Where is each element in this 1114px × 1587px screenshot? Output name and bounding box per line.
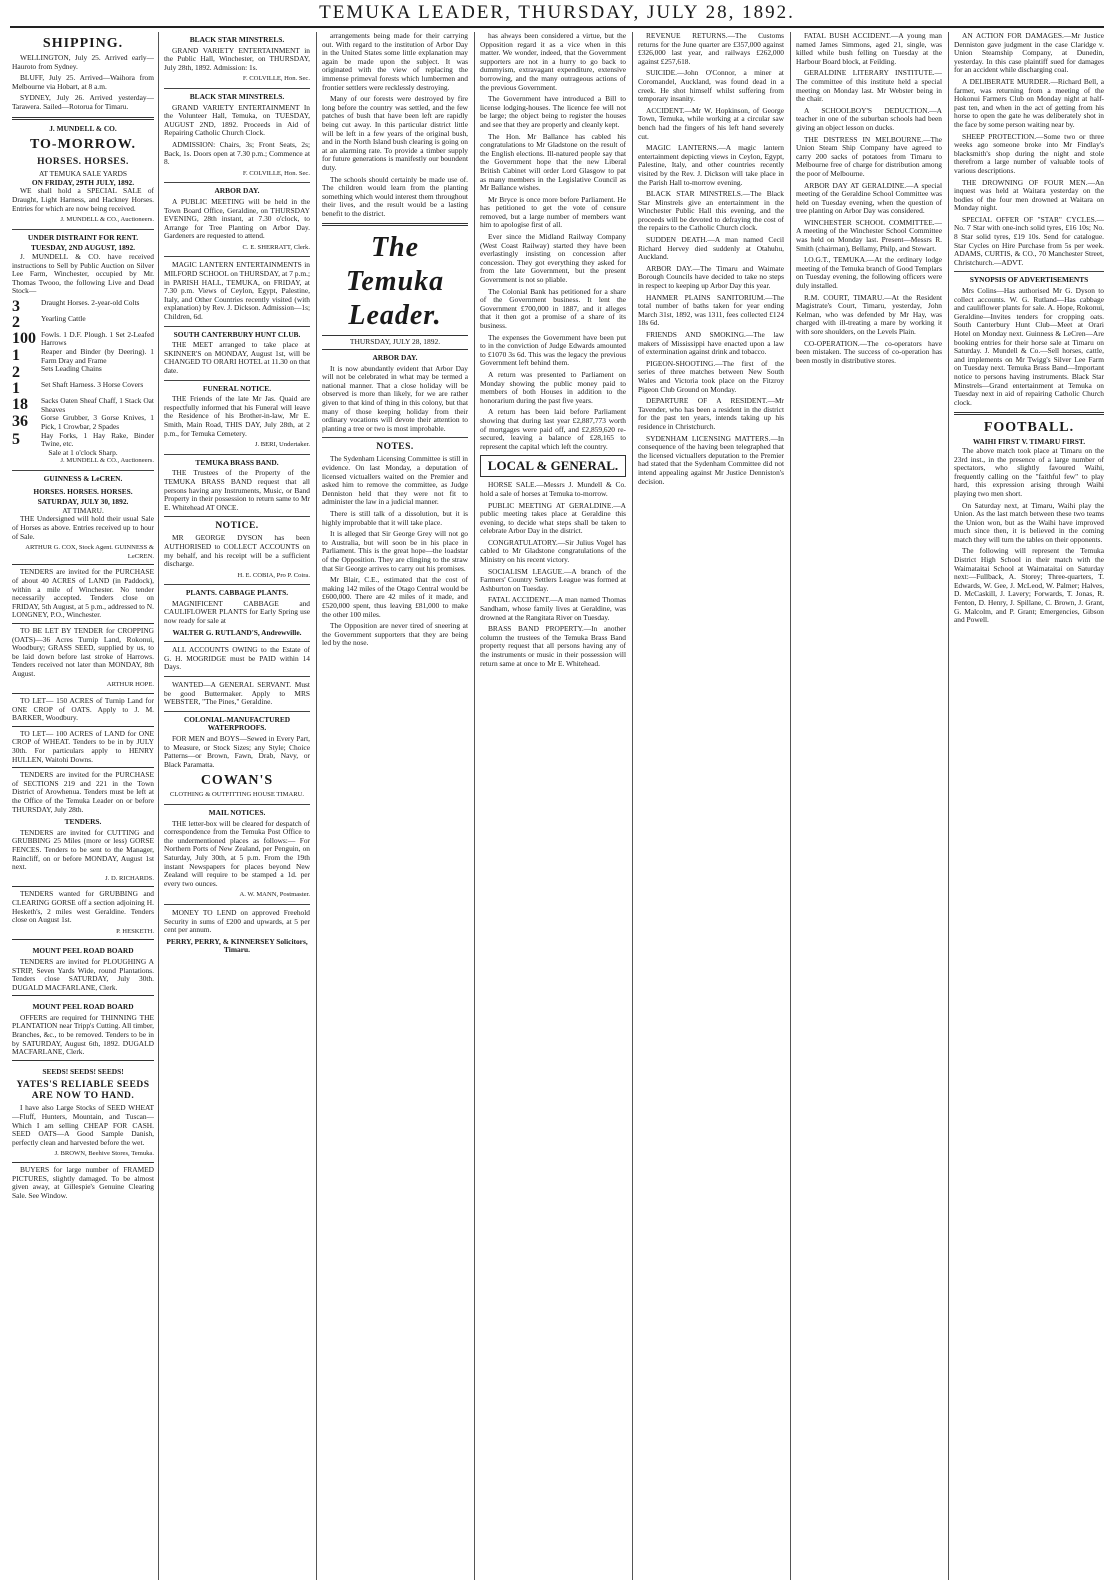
local-paragraph: DEPARTURE OF A RESIDENT.—Mr Tavender, who has been a resident in the district for the past ten years, intends taking up his residence in Christchurch. xyxy=(638,396,784,431)
shipping-item: WELLINGTON, July 25. Arrived early—Hauroto from Sydney. xyxy=(12,53,154,71)
guinness-heading: GUINNESS & LeCREN. xyxy=(43,474,123,483)
notice-signature: H. E. COBIA, Pro P. Coira. xyxy=(237,571,310,579)
football-heading: FOOTBALL. xyxy=(983,420,1075,436)
divider xyxy=(954,271,1104,272)
distraint-text: J. MUNDELL & CO. have received instructions to Sell by Public Auction on Silver Lee Farm, Winchester, occupied by Mr. Thomas Twooo, the following Live and Dead Stock— xyxy=(12,251,154,296)
divider xyxy=(164,380,310,381)
shipping-heading: SHIPPING. xyxy=(42,36,124,51)
divider xyxy=(164,88,310,89)
mail-text: THE letter-box will be cleared for despatch of correspondence from the Temuka Post Office to the undermentioned places as follows:— For Northern Ports of New Zealand, per Penguin, on Saturday, July 30th, at 5 p.m. From the 19th instant Newspapers for places beyond New Zealand will require to be stamped a 1d. per every two ounces. xyxy=(164,818,310,888)
article-paragraph: A return was presented to Parliament on Monday showing the public money paid to members of both Houses in addition to the honorarium during the past five years. xyxy=(480,369,626,405)
wanted-ad: WANTED—A GENERAL SERVANT. Must be good Buttermaker. Apply to MRS WEBSTER, "The Pines," Geraldine. xyxy=(164,680,310,707)
local-paragraph: ARBOR DAY.—The Timaru and Waimate Borough Councils have decided to take no steps in respect to keeping up Arbor Day this year. xyxy=(638,263,784,291)
funeral-heading: FUNERAL NOTICE. xyxy=(202,383,272,393)
funeral-signature: J. BERI, Undertaker. xyxy=(254,441,310,449)
mail-heading: MAIL NOTICES. xyxy=(208,807,266,817)
divider xyxy=(164,711,310,712)
road-board-ad: MOUNT PEEL ROAD BOARD TENDERS are invited for PLOUGHING A STRIP, Seven Yards Wide, round Plantations. Tenders close SATURDAY, July 30th. DUGALD MACFARLANE, Clerk. xyxy=(12,939,154,992)
cowan-logo: COWAN'S xyxy=(200,773,274,789)
local-paragraph: AN ACTION FOR DAMAGES.—Mr Justice Denniston gave judgment in the case Claridge v. Union Steamship Company, at Dunedin, yesterday. In this case plaintiff sued for damages for an accident while discharging coal. xyxy=(954,32,1104,75)
notes-paragraph: There is still talk of a dissolution, but it is highly improbable that it will take place. xyxy=(322,508,468,527)
article-paragraph: The expenses the Government have been put to in the conviction of Judge Edwards amounted to £1070 3s 6d. This was the legacy the previous Government left behind them. xyxy=(480,332,626,368)
lot-item: 1 Set Shaft Harness. 3 Horse Covers xyxy=(12,380,144,398)
column-7 xyxy=(954,32,1104,1580)
magic-lantern-ad: MAGIC LANTERN ENTERTAINMENTS in MILFORD SCHOOL on THURSDAY, at 7 p.m.; in PARISH HALL, TEMUKA, on FRIDAY, at 7.30 p.m. Views of Ceylon, Egypt, Palestine, Italy, and Other Countries recently visited (with explanation) by Rev. J. Dickson. Admission—1s; Children, 6d. xyxy=(164,260,310,322)
distraint-heading: UNDER DISTRAINT FOR RENT. xyxy=(27,232,139,242)
cowan-subtitle: CLOTHING & OUTFITTING HOUSE TIMARU. xyxy=(169,791,305,799)
local-paragraph: SUICIDE.—John O'Connor, a miner at Coromandel, Auckland, was found dead in a creek. He shot himself whilst suffering from temporary insanity. xyxy=(638,68,784,104)
divider xyxy=(164,516,310,517)
lot-item: 1 Reaper and Binder (by Deering). 1 Farm Dray and Frame xyxy=(12,347,154,365)
article-paragraph: The schools should certainly be made use of. The children would learn from the planting something which would interest them throughout their lives, and the result would be a lasting benefit to the district. xyxy=(322,174,468,218)
auctioneer-signature: ARTHUR G. COX, Stock Agent. GUINNESS & LeCREN. xyxy=(25,544,154,560)
shipping-item: SYDNEY, July 26. Arrived yesterday—Tarawera. Sailed—Rotorua for Timaru. xyxy=(12,93,154,111)
minstrels-admission: ADMISSION: Chairs, 3s; Front Seats, 2s; Back, 1s. Doors open at 7.30 p.m.; Commence at 8. xyxy=(164,139,310,167)
divider xyxy=(164,676,310,677)
column-4 xyxy=(480,32,626,1580)
local-paragraph: SUDDEN DEATH.—A man named Cecil Richard Hervey died suddenly at Otahuhu, Auckland. xyxy=(638,235,784,262)
local-paragraph: THE DISTRESS IN MELBOURNE.—The Union Steam Ship Company have agreed to carry 200 sacks of potatoes from Timaru to Melbourne free of charge for distribution among the poor of Melbourne. xyxy=(796,134,942,178)
to-let-ad: TO LET— 150 ACRES of Turnip Land for ONE CROP of OATS. Apply to J. M. BARKER, Woodbury. xyxy=(12,693,154,723)
masthead: TEMUKA LEADER, THURSDAY, JULY 28, 1892. xyxy=(319,2,795,23)
divider xyxy=(322,223,468,226)
money-signature: PERRY, PERRY, & KINNERSEY Solicitors, Timaru. xyxy=(166,936,308,955)
football-paragraph: The above match took place at Timaru on the 23rd inst., in the presence of a large number of spectators, who slightly favoured Waihi, frequently calling on the "faithful few" to play hard, this expression arising through Waihi playing two men short. xyxy=(954,445,1104,498)
local-paragraph: CONGRATULATORY.—Sir Julius Vogel has cabled to Mr Gladstone congratulations of the Ministry on his recent victory. xyxy=(480,537,626,565)
hunt-heading: SOUTH CANTERBURY HUNT CLUB. xyxy=(173,329,301,339)
auctioneer-signature: J. MUNDELL & CO., Auctioneers. xyxy=(60,216,154,224)
local-paragraph: A DELIBERATE MURDER.—Richard Bell, a farmer, was returning from a meeting of the Hokonui Farmers Club on Monday night at half-past ten, and when in the act of getting from his horse to open the gate he was deliberately shot in the face by some person waiting near by. xyxy=(954,76,1104,129)
waterproofs-text: FOR MEN and BOYS—Sewed in Every Part, to Measure, or Stock Sizes; any Style; Choice Patterns—or Brown, Fawn, Drab, Navy, or Black Paramatta. xyxy=(164,734,310,769)
article-paragraph: The Government have introduced a Bill to license lodging-houses. The licence fee will not be large; the object being to register the houses and see that they are properly and cleanly kept. xyxy=(480,94,626,129)
local-paragraph: HANMER PLAINS SANITORIUM.—The total number of baths taken for year ending March 31st, 1892, was 1311, fees collected £124 18s 6d. xyxy=(638,292,784,328)
minstrels-heading: BLACK STAR MINSTRELS. xyxy=(189,35,285,44)
local-paragraph: PIGEON-SHOOTING.—The first of the series of three matches between New South Wales and Victoria took place on the Fitzroy Pigeon Club Ground on Monday. xyxy=(638,358,784,394)
band-text: THE Trustees of the Property of the TEMUKA BRASS BAND request that all persons having any Instruments, Music, or Band Property in their possession to return same to Mr E. Whitehead AT ONCE. xyxy=(164,468,310,512)
cycles-ad: SPECIAL OFFER OF "STAR" CYCLES.—No. 7 Star with one-inch solid tyres, £16 10s; No. 8 Star solid tyres, £19 10s. Send for catalogue. Star Cycles on Hire Purchase from 5s per week. ADAMS, CURTIS, & CO., 70 Manchester Street, Christchurch.—ADVT. xyxy=(954,214,1104,267)
tender-ad: TO BE LET BY TENDER for CROPPING (OATS)—36 Acres Turnip Land, Rokonui, Woodbury; GRASS SEED, supplied by us, to be laid down before last stroke of Harrows. Tenders received not later than MONDAY, 8th August. ARTHUR HOPE. xyxy=(12,623,154,690)
tender-ad: TENDERS wanted for GRUBBING and CLEARING GORSE off a section adjoining H. Hesketh's, 2 miles west Geraldine. Tenders close on August 1st. P. HESKETH. xyxy=(12,886,154,936)
to-let-ad: TO LET— 100 ACRES of LAND for ONE CROP of WHEAT. Tenders to be in by JULY 30th. For particulars apply to HENRY HULLEN, Waitohi Downs. xyxy=(12,726,154,764)
synopsis-heading: SYNOPSIS OF ADVERTISEMENTS xyxy=(969,275,1089,285)
shipping-item: BLUFF, July 25. Arrived—Waihora from Melbourne via Hobart, at 8 a.m. xyxy=(12,73,154,91)
horses-heading: HORSES. HORSES. xyxy=(37,157,129,168)
sale-date: SATURDAY, JULY 30, 1892. xyxy=(37,497,129,507)
notes-heading: NOTES. xyxy=(376,442,414,453)
plants-heading: PLANTS. CABBAGE PLANTS. xyxy=(185,588,289,598)
football-subheading: WAIHI FIRST V. TIMARU FIRST. xyxy=(972,437,1086,447)
notes-paragraph: The Opposition are never tired of sneering at the Government supporters that they are being led by the nose. xyxy=(322,621,468,648)
minstrels-text: GRAND VARIETY ENTERTAINMENT in the Public Hall, Winchester, on THURSDAY, July 28th, 1892. Admission: 1s. xyxy=(164,45,310,72)
synopsis-text: Mrs Colins—Has authorised Mr G. Dyson to collect accounts. W. G. Rutland—Has cabbage and cauliflower plants for sale. A. Hope, Rokonui, Geraldine—Invites tenders for cropping oats. South Canterbury Hunt Club—Meet at Orari Hotel on Monday next. Guinness & LeCren—Are booking entries for their horse sale at Timaru on Saturday. J. Mundell & Co.—Sell horses, cattle, and implements on Mr Twigg's Silver Lee Farm on Tuesday next. Temuka Brass Band—Important notice to persons having instruments. Black Star Minstrels—Grand entertainment at Temuka on Tuesday next in aid of repairing Catholic Church clock. xyxy=(954,286,1104,407)
minstrels-text: GRAND VARIETY ENTERTAINMENT In the Volunteer Hall, Temuka, on TUESDAY, AUGUST 2ND, 1892. Proceeds in Aid of Repairing Catholic Church Clock. xyxy=(164,102,310,138)
arbor-heading: ARBOR DAY. xyxy=(214,186,260,196)
local-paragraph: THE DROWNING OF FOUR MEN.—An inquest was held at Waitara yesterday on the bodies of the four men drowned at Waitara on Monday night. xyxy=(954,177,1104,213)
accounts-notice: ALL ACCOUNTS OWING to the Estate of G. H. MOGRIDGE must be PAID within 14 Days. xyxy=(164,645,310,672)
funeral-text: THE Friends of the late Mr Jas. Quaid are respectfully informed that his Funeral will leave the Residence of his Brother-in-law, Mr E. Smith, Main Road, THIS DAY, July 28th, at 2 p.m., for Temuka Cemetery. xyxy=(164,394,310,438)
divider xyxy=(164,182,310,183)
column-3 xyxy=(322,32,468,1580)
tender-signature: J. D. RICHARDS. xyxy=(105,874,154,882)
local-paragraph: FATAL ACCIDENT.—A man named Thomas Sandham, whose family lives at Geraldine, was drowned at the Rangitata River on Tuesday. xyxy=(480,595,626,622)
column-2 xyxy=(164,32,310,1580)
article-paragraph: Mr Bryce is once more before Parliament. He has petitioned to get the vote of censure removed, but a large number of members want him to apologise first of all. xyxy=(480,194,626,230)
lot-item: 36 Gorse Grubber, 3 Gorse Knives, 1 Pick, 1 Crowbar, 2 Spades xyxy=(12,413,154,432)
local-paragraph: CO-OPERATION.—The co-operators have been mistaken. The success of co-operation has been mostly in distributive stores. xyxy=(796,338,942,365)
article-paragraph: arrangements being made for their carrying out. With regard to the institution of Arbor Day in the United States some little explanation may again be made upon the subject. It was originated with the view of replacing the immense primeval forests which lumbermen and frontier settlers were recklessly destroying. xyxy=(322,32,468,92)
lot-item: 5 Hay Forks, 1 Hay Rake, Binder Twine, etc. xyxy=(12,430,154,449)
minstrels-heading: BLACK STAR MINSTRELS. xyxy=(189,91,285,101)
column-rule xyxy=(632,32,633,1580)
local-paragraph: ACCIDENT.—Mr W. Hopkinson, of George Town, Temuka, while working at a circular saw bench had the fingers of his left hand severely cut. xyxy=(638,105,784,141)
local-general-heading: LOCAL & GENERAL. xyxy=(480,455,626,477)
editorial-heading: ARBOR DAY. xyxy=(372,353,418,363)
column-rule xyxy=(158,32,159,1580)
local-paragraph: R.M. COURT, TIMARU.—At the Resident Magistrate's Court, Timaru, yesterday, John Kelman, who was defended by Mr Hay, was charged with ill-treating a mare by working it with sore shoulders, on the Levels Plain. xyxy=(796,292,942,336)
pictures-ad: BUYERS for large number of FRAMED PICTURES, slightly damaged. To be almost given away, at Gillespie's Genuine Clearing Sale. See Window. xyxy=(12,1162,154,1200)
article-paragraph: The Hon. Mr Ballance has cabled his congratulations to Mr Gladstone on the result of the English elections. Ill-natured people say that the Government hope that the new Liberal British Cabinet will order Lord Glasgow to pat as many members in the Legislative Council as Mr Ballance wishes. xyxy=(480,131,626,193)
notice-heading: NOTICE. xyxy=(215,521,259,532)
dateline: THURSDAY, JULY 28, 1892. xyxy=(322,335,468,350)
local-paragraph: ARBOR DAY AT GERALDINE.—A special meeting of the Geraldine School Committee was held on Tuesday evening, when the question of tree planting on Arbor Day was considered. xyxy=(796,180,942,216)
local-paragraph: SHEEP PROTECTION.—Some two or three weeks ago someone broke into Mr Findlay's blacksmith's shop during the night and stole therefrom a large number of valuable tools of various descriptions. xyxy=(954,131,1104,175)
divider xyxy=(954,412,1104,415)
divider xyxy=(164,641,310,642)
divider xyxy=(164,904,310,905)
divider xyxy=(12,117,154,120)
masthead-rule xyxy=(10,26,1104,28)
lot-item: 2 Yearling Cattle xyxy=(12,313,86,331)
auctioneer-signature: J. MUNDELL & CO., Auctioneers. xyxy=(60,457,154,465)
newspaper-title: The Temuka Leader. xyxy=(345,232,445,332)
tender-text: TENDERS are invited for CUTTING and GRUBBING 25 Miles (more or less) GORSE FENCES. Tenders to be sent to the Manager, Raincliff, on or before MONDAY, August 1st next. xyxy=(12,827,154,872)
arbor-text: A PUBLIC MEETING will be held in the Town Board Office, Geraldine, on THURSDAY EVENING, 28th instant, at 7.30 o'clock, to Arrange for Tree Planting on Arbor Day. Gardeners are requested to attend. xyxy=(164,196,310,241)
football-paragraph: The following will represent the Temuka District High School in their match with the Waimataitai School at Waimataitai on Saturday next:—Fullback, A. Storey; Three-quarters, T. Edwards, W. Gee, J. McLeod, W. Palmer; Halves, D. McCaskill, J. Lavery; Forwards, T. Jonas, R. Fenton, D. Henry, J. Spillane, C. Brown, J. Grant, G. Malcolm, and P. Grant; Emergencies, Gibson and Powell. xyxy=(954,546,1104,625)
tender-ad: TENDERS are invited for the PURCHASE of SECTIONS 219 and 221 in the Town District of Arowhenua. Tenders must be left at the Office of the Temuka Leader on or before THURSDAY, July 28th. xyxy=(12,767,154,814)
sale-text: WE shall hold a SPECIAL SALE of Draught, Light Harness, and Hackney Horses. Entries for which are now being received. xyxy=(12,186,154,213)
column-rule xyxy=(790,32,791,1580)
article-paragraph: A return has been laid before Parliament showing that during last year £2,887,773 worth of mortgages were paid off, and £2,859,620 re-secured, leaving a balance of £28,165 to represent the capital which left the country. xyxy=(480,407,626,451)
tomorrow-heading: TO-MORROW. xyxy=(29,137,137,153)
column-6 xyxy=(796,32,942,1580)
waterproofs-heading: COLONIAL-MANUFACTURED WATERPROOFS. xyxy=(183,714,291,733)
local-paragraph: BLACK STAR MINSTRELS.—The Black Star Minstrels give an entertainment in the Winchester Public Hall this evening, and the proceeds will be devoted to defraying the cost of the repairs to the Catholic Church clock. xyxy=(638,189,784,233)
arbor-signature: C. E. SHERRATT, Clerk. xyxy=(242,243,310,251)
horses-heading: HORSES. HORSES. HORSES. xyxy=(33,486,133,496)
minstrels-signature: F. COLVILLE, Hon. Sec. xyxy=(242,169,310,177)
notes-paragraph: It is alleged that Sir George Grey will not go to Australia, but will soon be in his place in Parliament. This is the great hope—the loadstar of the Opposition. They are clinging to the straw that Sir George arrives to carry out his promises. xyxy=(322,529,468,573)
sale-date: ON FRIDAY, 29TH JULY, 1892. xyxy=(31,177,135,187)
sale-text: THE Undersigned will hold their usual Sale of Horses as above. Entries received up to hour of Sale. xyxy=(12,514,154,541)
local-paragraph: A SCHOOLBOY'S DEDUCTION.—A teacher in one of the suburban schools had been giving an object lesson on ducks. xyxy=(796,105,942,132)
sale-time: Sale at 1 o'clock Sharp. xyxy=(48,447,118,457)
divider xyxy=(164,454,310,455)
local-paragraph: SYDENHAM LICENSING MATTERS.—In consequence of the having been telegraphed that the licensed victuallers deputation to the Premier had stated that the Sydenham Committee did not intend appealing against Mr Justice Denniston's decision. xyxy=(638,433,784,486)
local-paragraph: REVENUE RETURNS.—The Customs returns for the June quarter are £357,000 against £326,000 last year, and railways £262,000 against £257,618. xyxy=(638,32,784,66)
local-paragraph: HORSE SALE.—Messrs J. Mundell & Co. hold a sale of horses at Temuka to-morrow. xyxy=(480,480,626,498)
divider xyxy=(164,256,310,257)
local-paragraph: MAGIC LANTERNS.—A magic lantern entertainment depicting views in Ceylon, Egypt, Palestine, Italy, and other countries recently visited by the Rev. J. Dickson will take place in the Parish Hall to-morrow evening. xyxy=(638,143,784,187)
column-5 xyxy=(638,32,784,1580)
local-paragraph: WINCHESTER SCHOOL COMMITTEE.—A meeting of the Winchester School Committee was held on Monday last. Present—Messrs R. Smith (chairman), Bellamy, Philp, and Stewart. xyxy=(796,217,942,253)
local-paragraph: I.O.G.T., TEMUKA.—At the ordinary lodge meeting of the Temuka branch of Good Templars on Tuesday evening, the following officers were duly installed. xyxy=(796,255,942,291)
notes-paragraph: The Sydenham Licensing Committee is still in evidence. On last Monday, a deputation of licensed victuallers waited on the Premier and asked him to remove the committee, as Judge Denniston held that they were not fit to administer the law in a judicial manner. xyxy=(322,454,468,507)
local-paragraph: FATAL BUSH ACCIDENT.—A young man named James Simmons, aged 21, single, was killed while bush felling on Tuesday at the Harbour Board block, at Feilding. xyxy=(796,32,942,66)
divider xyxy=(12,470,154,471)
divider xyxy=(164,326,310,327)
article-paragraph: Ever since the Midland Railway Company (West Coast Railway) started they have been everlastingly insisting on concession after concession. They got everything they asked for from the late Government, but the present Government is not so pliable. xyxy=(480,232,626,285)
divider xyxy=(322,437,468,438)
lot-item: 18 Sacks Oaten Sheaf Chaff, 1 Stack Oat Sheaves xyxy=(12,396,154,414)
article-paragraph: has always been considered a virtue, but the Opposition regard it as a vice when in this matter. We wonder, indeed, that the Government supporters are not in a hurry to go back to dummyism, extravagant expenditure, extensive borrowing, and the many outrageous actions of the previous Government. xyxy=(480,32,626,92)
plants-text: MAGNIFICENT CABBAGE and CAULIFLOWER PLANTS for Early Spring use now ready for sale at xyxy=(164,598,310,626)
band-heading: TEMUKA BRASS BAND. xyxy=(195,457,279,467)
auctioneer-name: J. MUNDELL & CO. xyxy=(49,123,117,133)
sale-place: AT TIMARU. xyxy=(62,505,104,515)
notes-paragraph: Mr Blair, C.E., estimated that the cost of making 142 miles of the Otago Central would be £600,000. There are 42 miles of it made, and £520,000 spent, thus leaving £81,000 to make the other 100 miles. xyxy=(322,575,468,619)
editorial-text: It is now abundantly evident that Arbor Day will not be celebrated in what may be termed a national manner. That a close holiday will be observed is more than likely, for we are rather given to that kind of thing in this colony, but that many of those keeping holiday from their ordinary vocations will devote their attention to planting a tree or two is most improbable. xyxy=(322,363,468,433)
local-paragraph: BRASS BAND PROPERTY.—In another column the trustees of the Temuka Brass Band property request that all persons having any of the instruments or music in their possession will return same at once to Mr E. Whitehead. xyxy=(480,624,626,668)
local-paragraph: GERALDINE LITERARY INSTITUTE.—The committee of this institute held a special meeting on Monday last. Mr Webster being in the chair. xyxy=(796,68,942,104)
hunt-text: THE MEET arranged to take place at SKINNER'S on MONDAY, August 1st, will be CHANGED TO ORARI HOTEL at 11.30 on that date. xyxy=(164,340,310,375)
plants-signature: WALTER G. RUTLAND'S, Andrewville. xyxy=(172,627,302,637)
mail-signature: A. W. MANN, Postmaster. xyxy=(239,891,310,899)
column-1 xyxy=(12,32,154,1580)
lot-item: 3 Draught Horses. 2-year-old Colts xyxy=(12,297,140,315)
article-paragraph: Many of our forests were destroyed by fire long before the country was settled, and the few patches of bush that have been left are rapidly being cut away. In this particular district little will be left in a few years of the original bush, and in the North Island bush clearing is going on at an alarming rate. To provide a timber supply for future generations is manifestly our boundent duty. xyxy=(322,94,468,172)
tenders-heading: TENDERS. xyxy=(64,817,102,827)
divider xyxy=(164,804,310,805)
local-paragraph: SOCIALISM LEAGUE.—A branch of the Farmers' Country Settlers League was formed at Ashburton on Tuesday. xyxy=(480,566,626,593)
road-board-ad: MOUNT PEEL ROAD BOARD OFFERS are required for THINNING THE PLANTATION near Tripp's Cutting. All timber, Branches, &c., to be removed. Tenders to be in by SATURDAY, August 6th, 1892. DUGALD MACFARLANE, Clerk. xyxy=(12,995,154,1057)
notice-text: MR GEORGE DYSON has been AUTHORISED to COLLECT ACCOUNTS on my behalf, and his receipt will be a sufficient discharge. xyxy=(164,533,310,569)
column-rule xyxy=(948,32,949,1580)
distraint-date: TUESDAY, 2ND AUGUST, 1892. xyxy=(30,243,136,253)
sale-yards: AT TEMUKA SALE YARDS xyxy=(39,169,127,179)
divider xyxy=(164,584,310,585)
article-paragraph: The Colonial Bank has petitioned for a share of the Government business. It lent the Government £700,000 in 1887, and it alleges that it then got a promise of a share of its business. xyxy=(480,286,626,330)
minstrels-signature: F. COLVILLE, Hon. Sec. xyxy=(242,75,310,83)
football-paragraph: On Saturday next, at Timaru, Waihi play the Union. As the last match between these two teams the Union won, but as the Waihi have improved much since then, it is believed in the coming match they will turn the tables on their opponents. xyxy=(954,500,1104,544)
local-paragraph: FRIENDS AND SMOKING.—The law makers of Mississippi have enacted upon a law of extermination against drink and tobacco. xyxy=(638,330,784,357)
money-ad: MONEY TO LEND on approved Freehold Security in sums of £200 and upwards, at 5 per cent per annum. xyxy=(164,907,310,935)
tender-ad: TENDERS are invited for the PURCHASE of about 40 ACRES of LAND (in Paddock), within a mile of Winchester. No tender necessarily accepted. Tenders close on FRIDAY, 5th August, at 5 p.m., addressed to N. LONGNEY, P.O., Winchester. xyxy=(12,564,154,620)
column-rule xyxy=(474,32,475,1580)
local-paragraph: PUBLIC MEETING AT GERALDINE.—A public meeting takes place at Geraldine this evening, to decide what steps shall be taken to celebrate Arbor Day in the district. xyxy=(480,500,626,536)
lot-item: 100 Fowls. 1 D.F. Plough. 1 Set 2-Leafed Harrows xyxy=(12,329,154,348)
divider xyxy=(12,229,154,230)
column-rule xyxy=(316,32,317,1580)
seeds-ad: SEEDS! SEEDS! SEEDS! YATES'S RELIABLE SEEDS ARE NOW TO HAND. I have also Large Stocks of SEED WHEAT—Fluff, Hunters, Mountain, and Tuscan—Which I am selling CHEAP FOR CASH. SEED OATS—A Good Sample Danish, perfectly clean and harvested before the wet. J. BROWN, Beehive Stores, Temuka. xyxy=(12,1060,154,1159)
lot-item: 2 Sets Leading Chains xyxy=(12,364,102,382)
